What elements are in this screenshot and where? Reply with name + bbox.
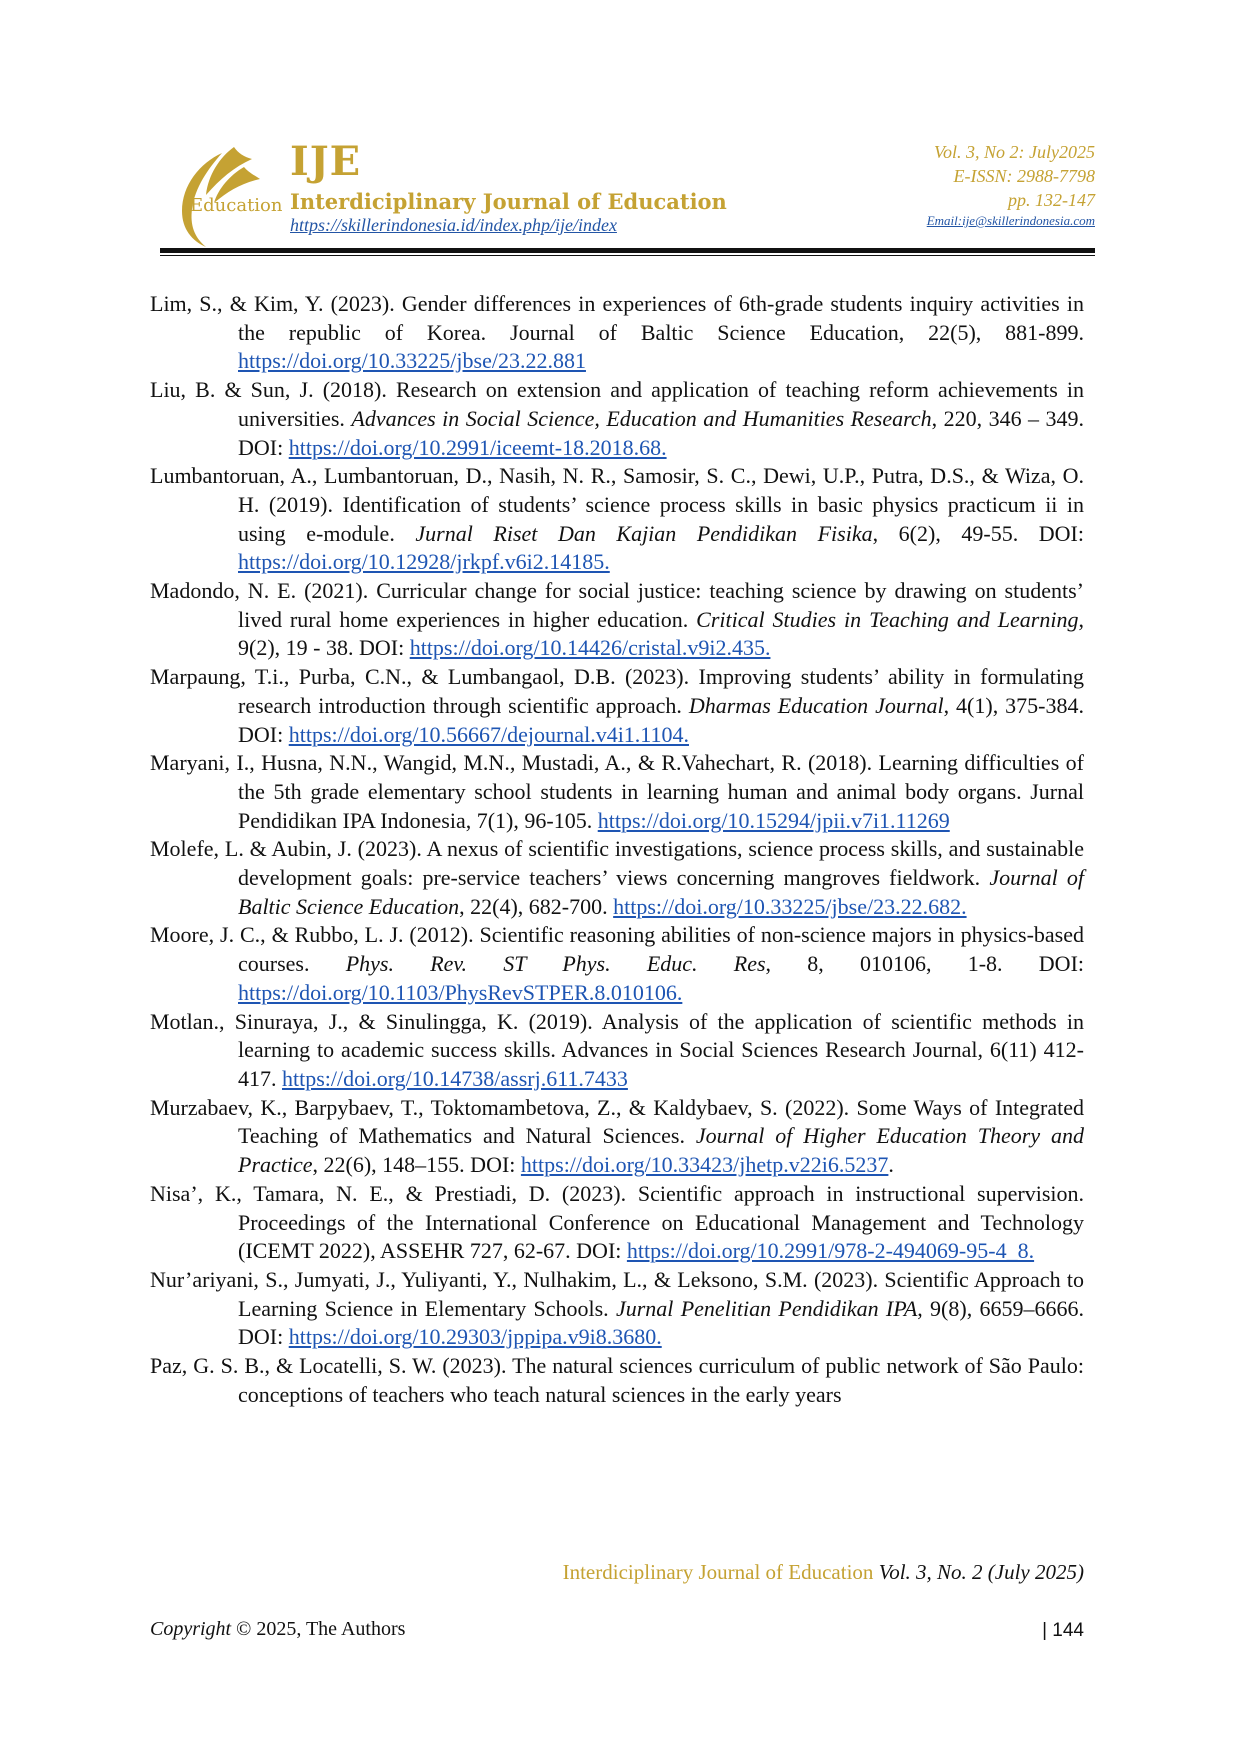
doi-link[interactable]: https://doi.org/10.1103/PhysRevSTPER.8.010106. [238, 979, 683, 1005]
volume-info: Vol. 3, No 2: July2025 [934, 142, 1095, 162]
reference-item: Lim, S., & Kim, Y. (2023). Gender differences in experiences of 6th-grade students inquiry activities in the republic of Korea. Journal of Baltic Science Education, 22(5), 881-899. https://doi.org/10.33225/jbse/23.22.881 [150, 291, 1084, 374]
page-header [160, 140, 1095, 240]
doi-link[interactable]: https://doi.org/10.2991/iceemt-18.2018.68. [288, 434, 667, 460]
reference-item: Murzabaev, K., Barpybaev, T., Toktomambetova, Z., & Kaldybaev, S. (2022). Some Ways of Integrated Teaching of Mathematics and Natural Sciences. Journal of Higher Education Theory and Practice, 22(6), 148–155. DOI: https://doi.org/10.33423/jhetp.v22i6.5237. [150, 1094, 1085, 1178]
reference-venue: Journal of Baltic Science Education [238, 865, 1084, 919]
journal-abbreviation: IJE [290, 138, 362, 185]
reference-item: Lumbantoruan, A., Lumbantoruan, D., Nasih, N. R., Samosir, S. C., Dewi, U.P., Putra, D.S., & Wiza, O. H. (2019). Identification of students’ science process skills in basic physics practicum ii in using e-module. Jurnal Riset Dan Kajian Pendidikan Fisika, 6(2), 49-55. DOI: https://doi.org/10.12928/jrkpf.v6i2.14185. [150, 463, 1084, 575]
doi-link[interactable]: https://doi.org/10.15294/jpii.v7i1.11269 [597, 807, 950, 833]
eissn: E-ISSN: 2988-7798 [953, 166, 1095, 186]
reference-venue: Phys. Rev. ST Phys. Educ. Res [345, 951, 766, 977]
reference-venue: Jurnal Penelitian Pendidikan IPA [615, 1295, 918, 1321]
doi-link[interactable]: https://doi.org/10.33225/jbse/23.22.682. [613, 893, 967, 919]
page-range: pp. 132-147 [1008, 190, 1095, 210]
issue-info [927, 140, 1095, 230]
reference-item: Maryani, I., Husna, N.N., Wangid, M.N., Mustadi, A., & R.Vahechart, R. (2018). Learning difficulties of the 5th grade elementary school students in learning human and animal body organs. Jurnal Pendidikan IPA Indonesia, 7(1), 96-105. https://doi.org/10.15294/jpii.v7i1.11269 [150, 750, 1084, 833]
header-rule-thick [160, 248, 1095, 253]
reference-item: Molefe, L. & Aubin, J. (2023). A nexus of scientific investigations, science process skills, and sustainable development goals: pre-service teachers’ views concerning mangroves fieldwork. Journal of Baltic Science Education, 22(4), 682-700. https://doi.org/10.33225/jbse/23.22.682. [150, 836, 1084, 919]
journal-logo [160, 145, 283, 250]
doi-link[interactable]: https://doi.org/10.33225/jbse/23.22.881 [238, 348, 586, 374]
reference-item: Nisa’, K., Tamara, N. E., & Prestiadi, D. (2023). Scientific approach in instructional supervision. Proceedings of the International Conference on Educational Management and Technology (ICEMT 2022), ASSEHR 727, 62-67. DOI: https://doi.org/10.2991/978-2-494069-95-4_8. [150, 1180, 1084, 1264]
reference-venue: Dharmas Education Journal [688, 692, 944, 718]
doi-link[interactable]: https://doi.org/10.56667/dejournal.v4i1.1104. [288, 721, 689, 747]
reference-venue: Advances in Social Science, Education and Humanities Research [351, 405, 932, 431]
reference-item: Motlan., Sinuraya, J., & Sinulingga, K. (2019). Analysis of the application of scientific methods in learning to academic success skills. Advances in Social Sciences Research Journal, 6(11) 412-417. https://doi.org/10.14738/assrj.611.7433 [150, 1008, 1084, 1091]
reference-item: Marpaung, T.i., Purba, C.N., & Lumbangaol, D.B. (2023). Improving students’ ability in formulating research introduction through scientific approach. Dharmas Education Journal, 4(1), 375-384. DOI: https://doi.org/10.56667/dejournal.v4i1.1104. [150, 664, 1084, 747]
page-number: | 144 [1042, 1620, 1084, 1641]
reference-item: Nur’ariyani, S., Jumyati, J., Yuliyanti, Y., Nulhakim, L., & Leksono, S.M. (2023). Scientific Approach to Learning Science in Elementary Schools. Jurnal Penelitian Pendidikan IPA, 9(8), 6659–6666. DOI: https://doi.org/10.29303/jppipa.v9i8.3680. [150, 1266, 1085, 1350]
journal-url-link[interactable]: https://skillerindonesia.id/index.php/ije/index [290, 215, 617, 235]
doi-link[interactable]: https://doi.org/10.12928/jrkpf.v6i2.14185. [238, 549, 610, 575]
doi-link[interactable]: https://doi.org/10.14426/cristal.v9i2.435. [409, 635, 771, 661]
doi-link[interactable]: https://doi.org/10.2991/978-2-494069-95-4_8. [626, 1238, 1035, 1264]
doi-link[interactable]: https://doi.org/10.29303/jppipa.v9i8.3680. [288, 1324, 662, 1350]
footer-volume: Vol. 3, No. 2 (July 2025) [878, 1560, 1084, 1584]
reference-venue: Jurnal Riset Dan Kajian Pendidikan Fisika [415, 520, 873, 546]
email-link[interactable]: Email:ije@skillerindonesia.com [926, 213, 1095, 228]
reference-item: Moore, J. C., & Rubbo, L. J. (2012). Scientific reasoning abilities of non-science majors in physics-based courses. Phys. Rev. ST Phys. Educ. Res, 8, 010106, 1-8. DOI: https://doi.org/10.1103/PhysRevSTPER.8.010106. [150, 922, 1085, 1005]
journal-name: Interdiciplinary Journal of Education [290, 189, 727, 214]
svg-text:Education: Education [190, 195, 283, 216]
footer-journal: Interdiciplinary Journal of Education Vol. 3, No. 2 (July 2025) [562, 1560, 1084, 1584]
header-rule-thin [160, 255, 1095, 256]
reference-venue: Critical Studies in Teaching and Learning [696, 606, 1079, 632]
reference-item: Madondo, N. E. (2021). Curricular change for social justice: teaching science by drawing on students’ lived rural home experiences in higher education. Critical Studies in Teaching and Learning, 9(2), 19 - 38. DOI: https://doi.org/10.14426/cristal.v9i2.435. [150, 578, 1084, 661]
reference-venue: Journal of Higher Education Theory and Practice [238, 1123, 1085, 1178]
reference-item: Liu, B. & Sun, J. (2018). Research on extension and application of teaching reform achievements in universities. Advances in Social Science, Education and Humanities Research, 220, 346 – 349. DOI: https://doi.org/10.2991/iceemt-18.2018.68. [150, 377, 1084, 460]
reference-list [150, 290, 1084, 1409]
reference-item: Paz, G. S. B., & Locatelli, S. W. (2023). The natural sciences curriculum of public network of São Paulo: conceptions of teachers who teach natural sciences in the early years [150, 1353, 1084, 1407]
doi-link[interactable]: https://doi.org/10.14738/assrj.611.7433 [282, 1065, 628, 1091]
copyright: Copyright © 2025, The Authors [150, 1618, 406, 1640]
doi-link[interactable]: https://doi.org/10.33423/jhetp.v22i6.5237 [520, 1152, 889, 1178]
